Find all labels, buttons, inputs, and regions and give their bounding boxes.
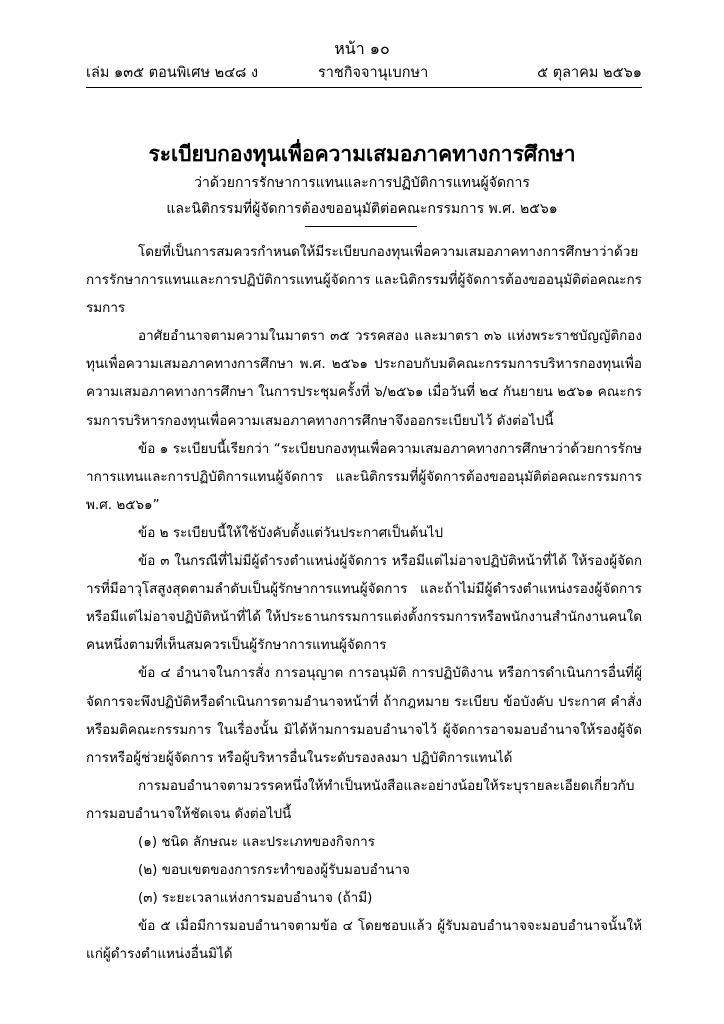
volume-issue: เล่ม ๑๓๕ ตอนพิเศษ ๒๔๘ ง — [86, 65, 259, 81]
clause-4-item-3: (๓) ระยะเวลาแห่งการมอบอำนาจ (ถ้ามี) — [138, 890, 373, 907]
clause-4-item-1: (๑) ชนิด ลักษณะ และประเภทของกิจการ — [138, 833, 375, 850]
clause-4-item-2: (๒) ขอบเขตของการกระทำของผู้รับมอบอำนาจ — [138, 862, 410, 879]
clause-4: ข้อ ๔ อำนาจในการสั่ง การอนุญาต การอนุมัติ การปฏิบัติงาน หรือการดำเนินการอื่นที่ผู้จัดการจะพึงปฏิบัติหรือดำเนินการตามอำนาจหน้าที่ ถ้ากฎหมาย ระเบียบ ข้อบังคับ ประกาศ คำสั่ง หรือมติคณะกรรมการ ในเรื่องนั้น มิได้ห้ามการมอบอำนาจไว้ ผู้จัดการอาจมอบอำนาจให้รองผู้จัดการหรือผู้ช่วยผู้จัดการ หรือผู้บริหารอื่นในระดับรองลงมา ปฏิบัติการแทนได้ — [86, 665, 642, 766]
clause-4-paragraph-2: การมอบอำนาจตามวรรคหนึ่งให้ทำเป็นหนังสือและอย่างน้อยให้ระบุรายละเอียดเกี่ยวกับการมอบอำนาจให้ชัดเจน ดังต่อไปนี้ — [86, 777, 635, 822]
document-subtitle-line-1: ว่าด้วยการรักษาการแทนและการปฏิบัติการแทนผู้จัดการ — [194, 175, 530, 191]
document-body — [86, 238, 642, 968]
preamble-paragraph-2: อาศัยอำนาจตามความในมาตรา ๓๕ วรรคสอง และมาตรา ๓๖ แห่งพระราชบัญญัติกองทุนเพื่อความเสมอภาคทางการศึกษา พ.ศ. ๒๕๖๑ ประกอบกับมติคณะกรรมการบริหารกองทุนเพื่อความเสมอภาคทางการศึกษา ในการประชุมครั้งที่ ๖/๒๕๖๑ เมื่อวันที่ ๒๔ กันยายน ๒๕๖๑ คณะกรรมการบริหารกองทุนเพื่อความเสมอภาคทางการศึกษาจึงออกระเบียบไว้ ดังต่อไปนี้ — [86, 328, 642, 429]
clause-5: ข้อ ๕ เมื่อมีการมอบอำนาจตามข้อ ๔ โดยชอบแล้ว ผู้รับมอบอำนาจจะมอบอำนาจนั้นให้แก่ผู้ดำรงตำแหน่งอื่นมิได้ — [86, 918, 642, 963]
document-subtitle-line-2: และนิติกรรมที่ผู้จัดการต้องขออนุมัติต่อคณะกรรมการ พ.ศ. ๒๕๖๑ — [166, 201, 558, 217]
page-number: หน้า ๑๐ — [334, 39, 390, 58]
clause-3: ข้อ ๓ ในกรณีที่ไม่มีผู้ดำรงตำแหน่งผู้จัดการ หรือมีแต่ไม่อาจปฏิบัติหน้าที่ได้ ให้รองผู้จัดการที่มีอาวุโสสูงสุดตามลำดับเป็นผู้รักษาการแทนผู้จัดการ และถ้าไม่มีผู้ดำรงตำแหน่งรองผู้จัดการหรือมีแต่ไม่อาจปฏิบัติหน้าที่ได้ ให้ประธานกรรมการแต่งตั้งกรรมการหรือพนักงานสำนักงานคนใดคนหนึ่งตามที่เห็นสมควรเป็นผู้รักษาการแทนผู้จัดการ — [86, 553, 642, 654]
publication-date: ๕ ตุลาคม ๒๕๖๑ — [537, 65, 642, 81]
gazette-name: ราชกิจจานุเบกษา — [318, 65, 429, 81]
clause-1: ข้อ ๑ ระเบียบนี้เรียกว่า “ระเบียบกองทุนเพื่อความเสมอภาคทางการศึกษาว่าด้วยการรักษาการแทนและการปฏิบัติการแทนผู้จัดการ และนิติกรรมที่ผู้จัดการต้องขออนุมัติต่อคณะกรรมการ พ.ศ. ๒๕๖๑” — [86, 440, 642, 513]
header-divider — [86, 87, 642, 88]
title-divider — [305, 226, 417, 227]
document-title: ระเบียบกองทุนเพื่อความเสมอภาคทางการศึกษา — [148, 142, 576, 166]
preamble-paragraph-1: โดยที่เป็นการสมควรกำหนดให้มีระเบียบกองทุนเพื่อความเสมอภาคทางการศึกษาว่าด้วยการรักษาการแทนและการปฏิบัติการแทนผู้จัดการ และนิติกรรมที่ผู้จัดการต้องขออนุมัติต่อคณะกรรมการ — [86, 244, 642, 317]
clause-2: ข้อ ๒ ระเบียบนี้ให้ใช้บังคับตั้งแต่วันประกาศเป็นต้นไป — [138, 524, 444, 541]
gazette-header — [86, 62, 642, 84]
